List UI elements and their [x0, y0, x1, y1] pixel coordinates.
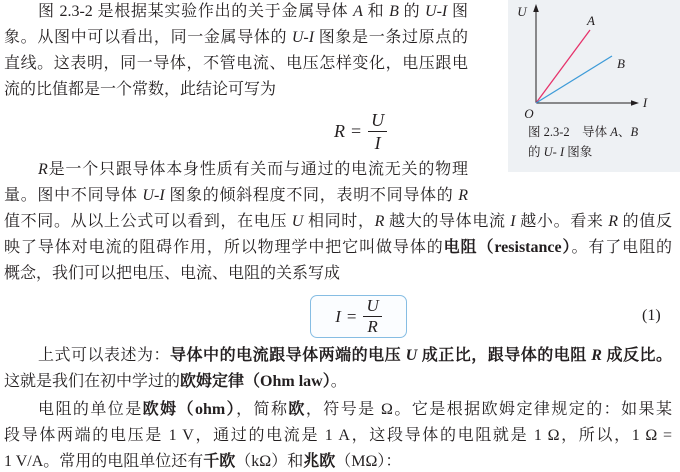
bold-term-kilohm: 千欧 — [203, 453, 236, 470]
text-run: 1 V/A。常用的电阻单位还有 — [4, 453, 204, 470]
text-run: 象。从图中可以看出，同一金属导体的 — [4, 29, 292, 46]
bold-term-ou: 欧 — [288, 401, 306, 418]
text-run: 是一个只跟导体本身性质有关而与通过的电流无关的物理 — [47, 161, 468, 178]
italic-variable: U — [291, 213, 304, 230]
u-i-graph — [508, 0, 680, 122]
text-run: - — [436, 3, 442, 20]
text-run: 图 — [447, 3, 468, 20]
text-line-13 — [4, 426, 672, 446]
text-run: 、 — [617, 125, 631, 139]
text-line-09 — [4, 264, 672, 284]
figure-2-3-2 — [508, 0, 680, 172]
text-run: 图象 — [564, 145, 593, 159]
formula-denominator: I — [374, 133, 381, 153]
formula-fraction — [363, 297, 381, 336]
text-line-08 — [4, 238, 672, 258]
y-axis-arrow-icon — [533, 4, 539, 12]
formula-equals: = — [346, 306, 357, 326]
text-line-06 — [4, 186, 468, 206]
italic-variable: I — [559, 145, 565, 159]
italic-variable: B — [389, 3, 399, 20]
text-run: 的 — [528, 145, 544, 159]
formula-equals: = — [351, 121, 362, 141]
y-axis-label: U — [517, 4, 527, 19]
italic-variable: R — [458, 187, 468, 204]
italic-variable: I — [441, 3, 448, 20]
line-a-label: A — [587, 13, 595, 28]
figure-caption-line-2 — [528, 144, 592, 160]
text-run: 越小。看来 — [515, 213, 609, 230]
line-b-label: B — [617, 56, 625, 71]
italic-variable: A — [610, 125, 618, 139]
text-line-10 — [4, 346, 672, 366]
text-run: 图 2.3-2 是根据某实验作出的关于金属导体 — [38, 3, 354, 20]
text-run: 上式可以表述为： — [38, 347, 171, 364]
text-line-14 — [4, 452, 672, 472]
text-run: （MΩ）： — [335, 453, 402, 470]
text-run: - — [552, 145, 560, 159]
bold-italic-variable: R — [591, 347, 602, 364]
bold-term-ohm: 欧姆（ohm） — [142, 401, 237, 418]
text-run: 电阻的单位是 — [38, 401, 143, 418]
formula-numerator: U — [368, 110, 387, 132]
origin-label: O — [524, 106, 534, 121]
italic-variable: B — [630, 125, 639, 139]
bold-statement: 成正比，跟导体的电阻 — [417, 347, 592, 364]
line-a — [536, 30, 590, 103]
bold-statement: 成反比。 — [601, 347, 672, 364]
italic-variable: R — [608, 213, 618, 230]
x-axis-label: I — [642, 95, 648, 110]
text-run: ，符号是 Ω。它是根据欧姆定律规定的：如果某 — [305, 401, 672, 418]
bold-term-resistance: 电阻（resistance） — [443, 239, 572, 256]
x-axis-arrow-icon — [631, 100, 639, 106]
text-line-01 — [4, 2, 468, 22]
text-run: ，简称 — [236, 401, 289, 418]
formula-fraction — [368, 110, 387, 153]
figure-caption-line-1 — [528, 124, 638, 140]
italic-variable: I — [159, 187, 165, 204]
bold-term-ohm-law: 欧姆定律（Ohm law） — [180, 373, 331, 390]
italic-variable: A — [353, 3, 363, 20]
italic-variable: U — [142, 187, 154, 204]
bold-statement: 导体中的电流跟导体两端的电压 — [170, 347, 406, 364]
text-run: 段导体两端的电压是 1 V，通过的电流是 1 A，这段导体的电阻就是 1 Ω，所以，1 Ω = — [4, 427, 672, 444]
italic-variable: U — [543, 145, 553, 159]
italic-variable: I — [308, 29, 315, 46]
formula-lhs: R — [334, 121, 345, 141]
text-run: 值不同。从以上公式可以看到，在电压 — [4, 213, 292, 230]
italic-variable: R — [38, 161, 48, 178]
text-run: （kΩ）和 — [235, 453, 304, 470]
text-run: 图 2.3-2 导体 — [528, 125, 611, 139]
bold-term-megohm: 兆欧 — [303, 453, 336, 470]
text-line-03 — [4, 54, 468, 74]
formula-numerator: U — [363, 297, 381, 317]
text-run: 。 — [330, 373, 347, 390]
text-run: 相同时， — [303, 213, 375, 230]
text-run: 图象的倾斜程度不同，表明不同导体的 — [164, 187, 459, 204]
formula-lhs: I — [335, 306, 341, 326]
italic-variable: U — [291, 29, 304, 46]
text-run: - — [303, 29, 309, 46]
formula-denominator: R — [367, 317, 378, 336]
text-run: 直线。这表明，同一导体，不管电流、电压怎样变化，电压跟电 — [4, 55, 468, 72]
text-run: 映了导体对电流的阻碍作用，所以物理学中把它叫做导体的 — [4, 239, 444, 256]
text-run: - — [153, 187, 160, 204]
line-b — [536, 56, 612, 103]
formula-resistance-definition — [334, 110, 387, 153]
formula-ohms-law-box — [310, 295, 407, 338]
text-run: 流的比值都是一个常数，此结论可写为 — [4, 81, 277, 98]
text-run: 越大的导体电流 — [384, 213, 511, 230]
text-line-04 — [4, 80, 468, 100]
text-run: 这就是我们在初中学过的 — [4, 373, 181, 390]
italic-variable: U — [425, 3, 437, 20]
text-run: 量。图中不同导体 — [4, 187, 143, 204]
text-line-02 — [4, 28, 468, 48]
text-run: 。有了电阻的 — [571, 239, 672, 256]
text-run: 概念，我们可以把电压、电流、电阻的关系写成 — [4, 265, 341, 282]
text-line-05 — [4, 160, 468, 180]
equation-number: (1) — [642, 307, 661, 324]
text-run: 的 — [398, 3, 426, 20]
text-line-11 — [4, 372, 672, 392]
text-run: 的值反 — [618, 213, 672, 230]
italic-variable: I — [510, 213, 516, 230]
text-run: 图象是一条过原点的 — [314, 29, 468, 46]
italic-variable: R — [374, 213, 385, 230]
text-line-07 — [4, 212, 672, 232]
text-run: 和 — [362, 3, 390, 20]
bold-italic-variable: U — [405, 347, 418, 364]
text-line-12 — [4, 400, 672, 420]
